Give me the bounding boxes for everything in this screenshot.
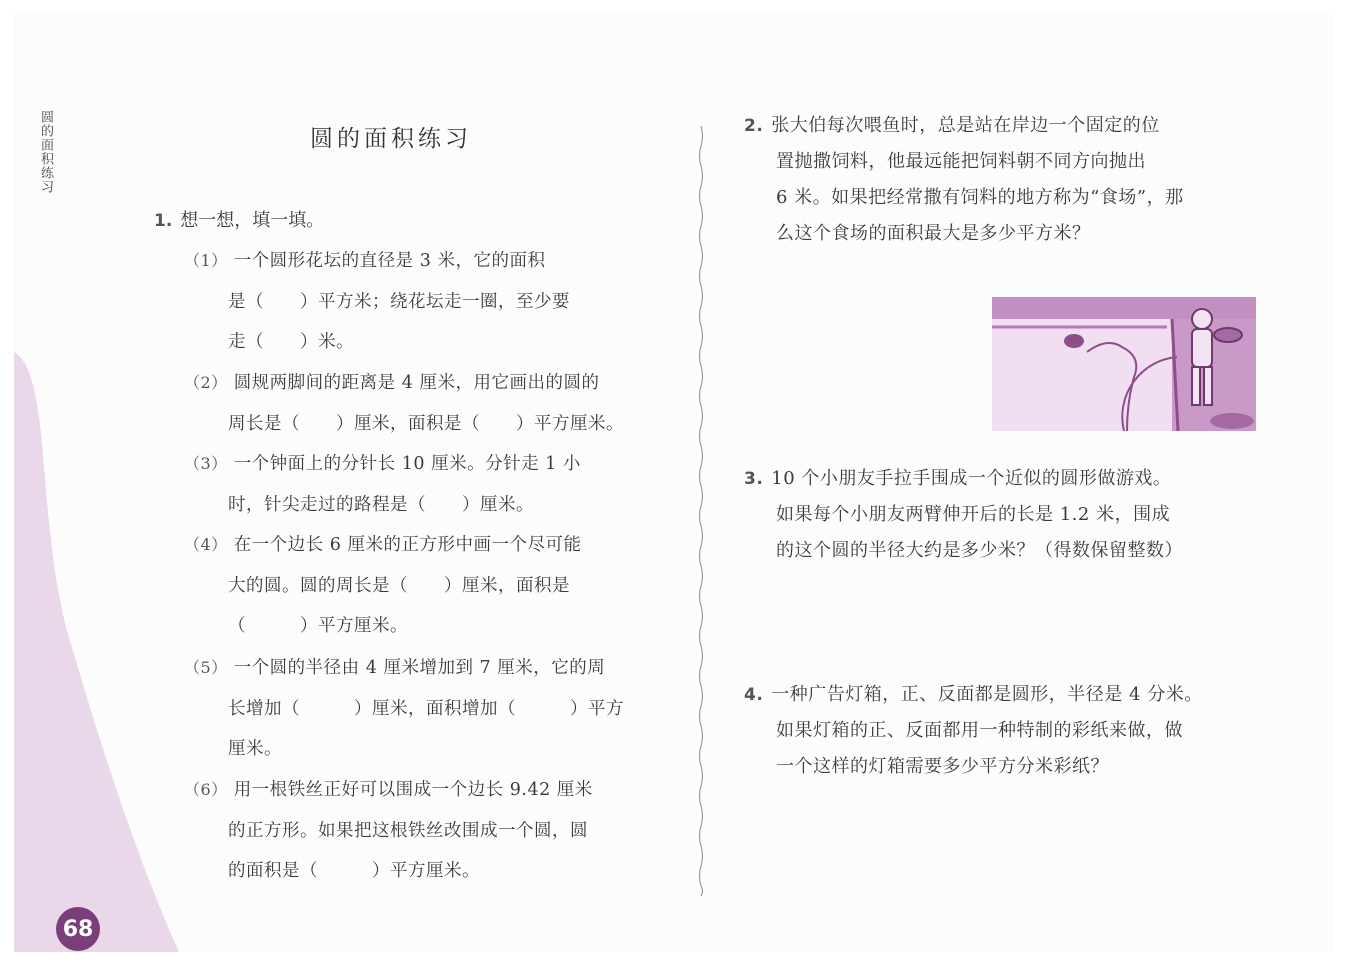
question-3	[744, 461, 1264, 569]
item-line: 周长是（ ）厘米，面积是（ ）平方厘米。	[228, 413, 624, 434]
question-1-item-3	[184, 444, 666, 525]
question-1-item-5	[184, 648, 666, 770]
item-line: 走（ ）米。	[228, 332, 354, 352]
item-number: （3）	[184, 454, 228, 473]
workbook-page	[14, 14, 1334, 952]
question-2-number: 2.	[744, 116, 764, 136]
item-line: 一个钟面上的分针长 10 厘米。分针走 1 小	[233, 454, 581, 474]
question-3-number: 3.	[744, 469, 764, 489]
page-number-badge: 68	[56, 907, 100, 951]
question-1-item-1	[184, 241, 666, 363]
question-line: 一个这样的灯箱需要多少平方分米彩纸？	[776, 756, 1109, 777]
feeding-fish-illustration	[992, 297, 1256, 431]
question-1-text: 想一想，填一填。	[180, 210, 325, 231]
item-number: （2）	[184, 373, 228, 392]
item-line: 在一个边长 6 厘米的正方形中画一个尽可能	[233, 535, 582, 555]
question-line: 张大伯每次喂鱼时，总是站在岸边一个固定的位	[771, 115, 1160, 136]
question-1-number: 1.	[154, 211, 173, 231]
item-line: 用一根铁丝正好可以围成一个边长 9.42 厘米	[233, 780, 593, 800]
question-1-item-6	[184, 770, 666, 892]
item-line: 的正方形。如果把这根铁丝改围成一个圆，圆	[228, 820, 588, 841]
question-2	[744, 108, 1264, 252]
item-line: （ ）平方厘米。	[228, 616, 408, 636]
column-divider	[697, 126, 705, 896]
item-line: 大的圆。圆的周长是（ ）厘米，面积是	[228, 575, 570, 596]
page-title: 圆的面积练习	[310, 126, 472, 152]
item-number: （5）	[184, 658, 228, 677]
side-chapter-label: 圆的面积练习	[38, 110, 53, 194]
question-line: 么这个食场的面积最大是多少平方米？	[776, 223, 1091, 244]
item-line: 厘米。	[228, 739, 282, 759]
question-line: 10 个小朋友手拉手围成一个近似的圆形做游戏。	[771, 468, 1172, 489]
question-line: 如果灯箱的正、反面都用一种特制的彩纸来做，做	[776, 720, 1183, 741]
question-4-number: 4.	[744, 685, 764, 705]
question-4	[744, 677, 1264, 785]
item-number: （6）	[184, 780, 228, 799]
question-1-item-2	[184, 363, 666, 444]
question-1-heading	[154, 206, 324, 232]
item-line: 一个圆形花坛的直径是 3 米，它的面积	[233, 251, 546, 271]
question-line: 的这个圆的半径大约是多少米？（得数保留整数）	[776, 540, 1183, 561]
question-line: 6 米。如果把经常撒有饲料的地方称为“食场”，那	[776, 187, 1184, 208]
item-line: 时，针尖走过的路程是（ ）厘米。	[228, 494, 534, 515]
question-1-item-4	[184, 525, 666, 647]
item-line: 是（ ）平方米；绕花坛走一圈，至少要	[228, 291, 570, 312]
item-line: 的面积是（ ）平方厘米。	[228, 861, 480, 881]
question-line: 如果每个小朋友两臂伸开后的长是 1.2 米，围成	[776, 504, 1171, 525]
item-line: 长增加（ ）厘米，面积增加（ ）平方	[228, 698, 624, 719]
question-line: 置抛撒饲料，他最远能把饲料朝不同方向抛出	[776, 151, 1146, 172]
item-number: （1）	[184, 251, 228, 270]
question-line: 一种广告灯箱，正、反面都是圆形，半径是 4 分米。	[771, 684, 1203, 705]
item-line: 圆规两脚间的距离是 4 厘米，用它画出的圆的	[233, 373, 600, 393]
item-number: （4）	[184, 535, 228, 554]
item-line: 一个圆的半径由 4 厘米增加到 7 厘米，它的周	[233, 658, 606, 678]
